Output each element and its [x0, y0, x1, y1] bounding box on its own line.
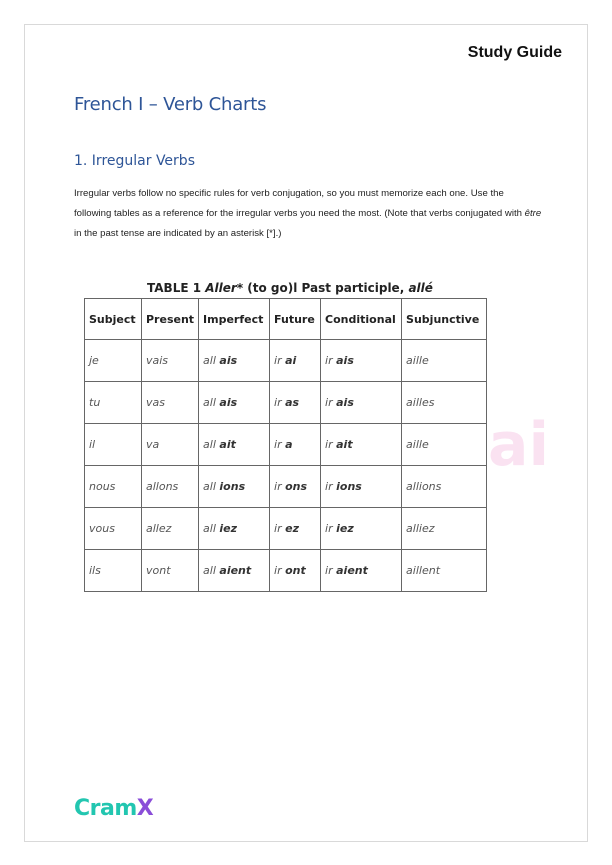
- verb-ending: ai: [285, 354, 297, 367]
- cell-present: [142, 508, 199, 550]
- verb-ending: ais: [336, 396, 354, 409]
- document-title: French I – Verb Charts: [74, 94, 267, 115]
- verb-ending: as: [285, 396, 300, 409]
- verb-ending: iez: [336, 522, 354, 535]
- cell-present: [142, 340, 199, 382]
- verb-text: ils: [89, 564, 101, 577]
- cell-conditional: [321, 466, 402, 508]
- verb-text: vais: [146, 354, 169, 367]
- study-guide-label: Study Guide: [467, 44, 562, 61]
- verb-text: allons: [146, 480, 179, 493]
- cell-present: [142, 424, 199, 466]
- caption-verb: Aller*: [205, 281, 244, 295]
- verb-ending: ais: [219, 354, 238, 367]
- table-row: [85, 382, 487, 424]
- cell-imperfect: [199, 382, 270, 424]
- paragraph-emphasis: être: [524, 208, 542, 219]
- cell-subjunctive: [402, 550, 487, 592]
- cell-conditional: [321, 340, 402, 382]
- verb-text: ir: [274, 564, 286, 577]
- verb-ending: aient: [219, 564, 252, 577]
- cell-subjunctive: [402, 382, 487, 424]
- cell-future: [270, 550, 321, 592]
- cell-conditional: [321, 424, 402, 466]
- cramx-logo: [74, 796, 153, 821]
- paragraph-text-1: Irregular verbs follow no specific rules for verb conjugation, so you must memorize each one. Use the following tables as a reference for the irregular verbs you need the most. (Note that verbs conjugated with: [74, 188, 525, 219]
- logo-text-x: X: [136, 796, 154, 821]
- caption-prefix: TABLE 1: [147, 281, 206, 295]
- verb-text: all: [203, 522, 220, 535]
- header-conditional: Conditional: [321, 299, 402, 340]
- header-present: Present: [142, 299, 199, 340]
- cell-subjunctive: [402, 508, 487, 550]
- verb-text: va: [146, 438, 160, 451]
- caption-participle: allé: [408, 281, 433, 295]
- header-subject: Subject: [85, 299, 142, 340]
- cell-present: [142, 466, 199, 508]
- verb-text: ir: [325, 396, 337, 409]
- verb-text: alliez: [406, 522, 435, 535]
- cell-subject: [85, 382, 142, 424]
- verb-text: ir: [274, 354, 286, 367]
- table-row: [85, 424, 487, 466]
- verb-ending: ait: [336, 438, 353, 451]
- table-header-row: [85, 299, 487, 340]
- paragraph-text-2: in the past tense are indicated by an asterisk [*].): [74, 228, 282, 239]
- table-caption: [147, 281, 433, 295]
- verb-ending: ons: [285, 480, 308, 493]
- cell-subject: [85, 466, 142, 508]
- cell-subject: [85, 424, 142, 466]
- verb-text: all: [203, 564, 220, 577]
- verb-ending: ont: [285, 564, 306, 577]
- verb-text: vas: [146, 396, 165, 409]
- cell-present: [142, 382, 199, 424]
- verb-text: all: [203, 354, 220, 367]
- cell-future: [270, 508, 321, 550]
- verb-text: all: [203, 396, 220, 409]
- verb-text: vous: [89, 522, 115, 535]
- verb-text: ir: [325, 438, 337, 451]
- verb-text: ir: [325, 480, 337, 493]
- verb-ending: ait: [219, 438, 236, 451]
- cell-subject: [85, 340, 142, 382]
- verb-text: il: [89, 438, 96, 451]
- cell-subject: [85, 550, 142, 592]
- table-row: [85, 508, 487, 550]
- cell-subjunctive: [402, 466, 487, 508]
- header-subjunctive: Subjunctive: [402, 299, 487, 340]
- verb-text: ir: [274, 396, 286, 409]
- verb-ending: ais: [219, 396, 238, 409]
- verb-ending: ais: [336, 354, 354, 367]
- verb-ending: ez: [285, 522, 299, 535]
- verb-text: tu: [89, 396, 101, 409]
- table-row: [85, 550, 487, 592]
- verb-table: [84, 298, 487, 592]
- cell-subject: [85, 508, 142, 550]
- verb-text: aille: [406, 354, 429, 367]
- table-row: [85, 466, 487, 508]
- cell-future: [270, 382, 321, 424]
- cell-subjunctive: [402, 340, 487, 382]
- verb-ending: aient: [336, 564, 368, 577]
- watermark: ai: [488, 410, 550, 480]
- verb-text: allez: [146, 522, 172, 535]
- cell-imperfect: [199, 466, 270, 508]
- verb-text: aille: [406, 438, 429, 451]
- logo-text-cram: Cram: [74, 796, 137, 821]
- cell-subjunctive: [402, 424, 487, 466]
- verb-text: ir: [274, 438, 286, 451]
- cell-future: [270, 424, 321, 466]
- verb-text: ir: [274, 480, 286, 493]
- cell-imperfect: [199, 550, 270, 592]
- verb-ending: a: [285, 438, 293, 451]
- verb-text: ir: [325, 354, 337, 367]
- verb-ending: iez: [219, 522, 238, 535]
- verb-text: ailles: [406, 396, 435, 409]
- verb-text: vont: [146, 564, 171, 577]
- cell-future: [270, 340, 321, 382]
- verb-ending: ions: [219, 480, 246, 493]
- verb-text: aillent: [406, 564, 441, 577]
- verb-text: ir: [274, 522, 286, 535]
- section-title: 1. Irregular Verbs: [74, 153, 195, 169]
- cell-conditional: [321, 508, 402, 550]
- intro-paragraph: [74, 184, 542, 244]
- caption-middle: (to go)l Past participle,: [243, 281, 409, 295]
- header-future: Future: [270, 299, 321, 340]
- verb-text: allions: [406, 480, 442, 493]
- verb-text: ir: [325, 522, 337, 535]
- cell-imperfect: [199, 424, 270, 466]
- cell-imperfect: [199, 508, 270, 550]
- verb-text: nous: [89, 480, 116, 493]
- cell-conditional: [321, 382, 402, 424]
- cell-future: [270, 466, 321, 508]
- verb-ending: ions: [336, 480, 362, 493]
- header-imperfect: Imperfect: [199, 299, 270, 340]
- cell-imperfect: [199, 340, 270, 382]
- verb-text: all: [203, 480, 220, 493]
- verb-text: je: [89, 354, 99, 367]
- cell-present: [142, 550, 199, 592]
- cell-conditional: [321, 550, 402, 592]
- verb-text: all: [203, 438, 220, 451]
- verb-text: ir: [325, 564, 337, 577]
- table-row: [85, 340, 487, 382]
